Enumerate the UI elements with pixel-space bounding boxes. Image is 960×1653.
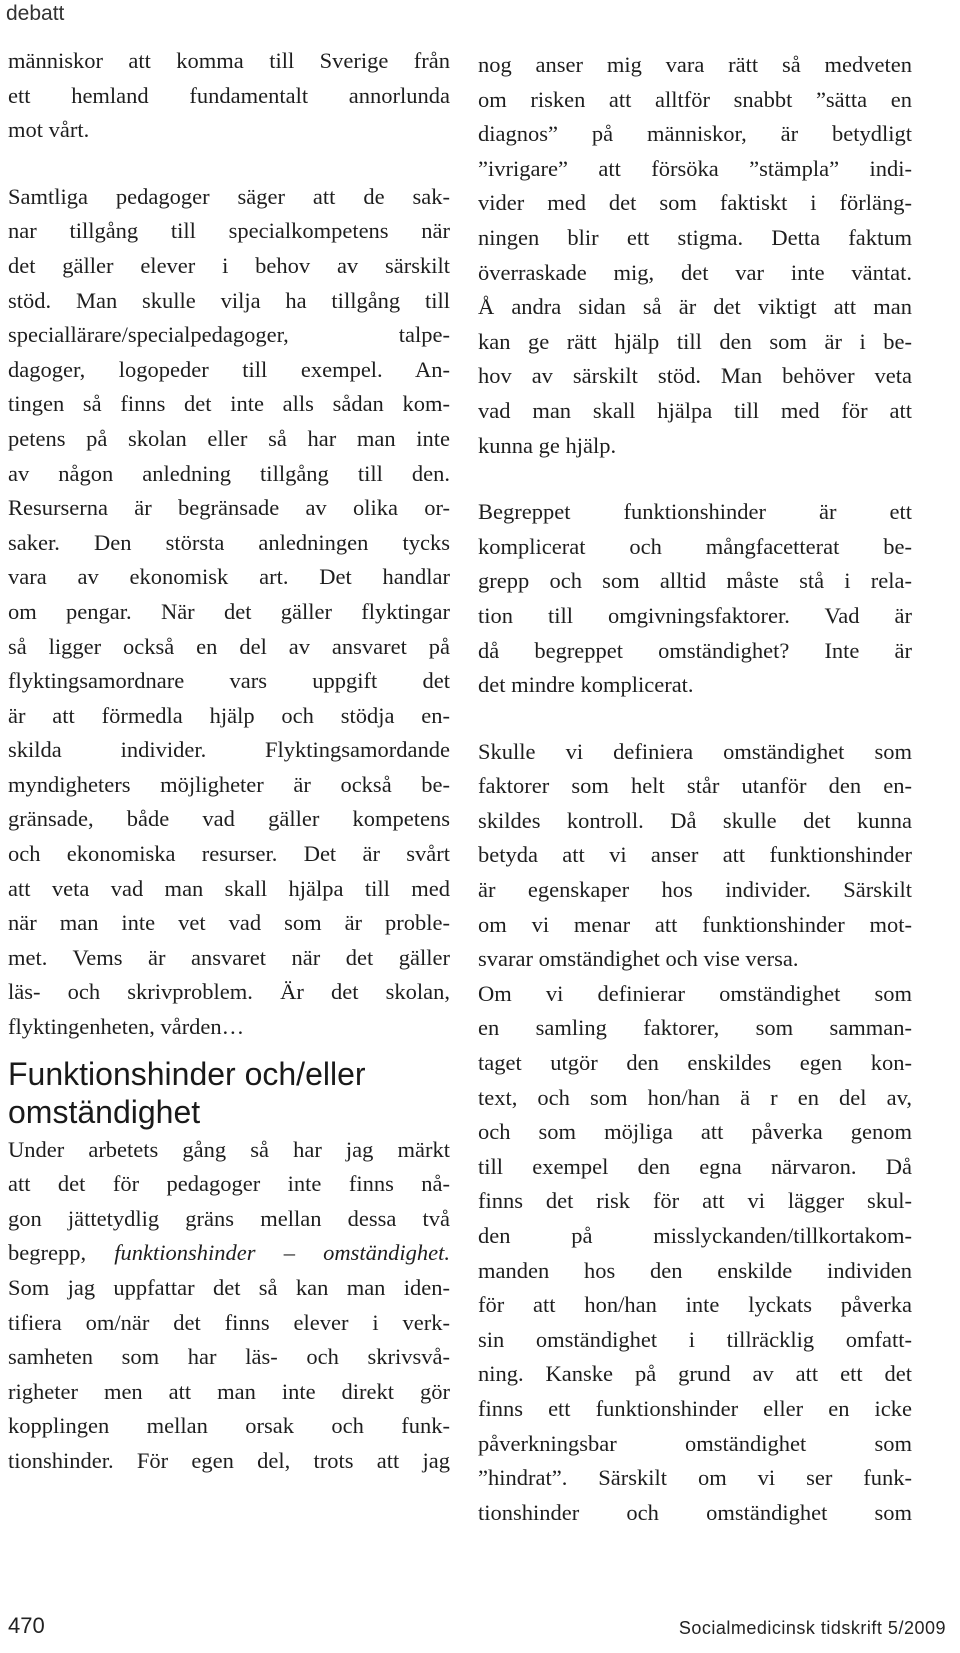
text-line: samheten som har läs- och skrivsvå- xyxy=(8,1344,450,1370)
text-line: kopplingen mellan orsak och funk- xyxy=(8,1413,450,1439)
text-line: den på misslyckanden/tillkortakom- xyxy=(478,1223,912,1248)
text-fragment: begrepp, xyxy=(8,1240,115,1266)
text-line: ett hemland fundamentalt annorlunda xyxy=(8,82,450,108)
text-line: mot vårt. xyxy=(8,117,90,143)
text-line: myndigheters möjligheter är också be- xyxy=(8,771,450,797)
text-line: en samling faktorer, som samman- xyxy=(478,1015,912,1041)
text-line: saker. Den största anledningen tycks xyxy=(8,529,450,555)
text-line: ningen blir ett stigma. Detta faktum xyxy=(478,224,912,250)
text-line: tionshinder. För egen del, trots att jag xyxy=(8,1447,450,1473)
text-line: och ekonomiska resurser. Det är svårt xyxy=(8,841,450,867)
text-line: righeter men att man inte direkt gör xyxy=(8,1378,450,1404)
text-line: nog anser mig vara rätt så medveten xyxy=(478,52,912,77)
text-line: överraskade mig, det var inte väntat. xyxy=(478,259,912,285)
text-line: så ligger också en del av ansvaret på xyxy=(8,633,450,659)
text-line: är att förmedla hjälp och stödja en- xyxy=(8,702,450,728)
text-line: då begreppet omständighet? Inte är xyxy=(478,637,912,663)
text-line: gon jättetydlig gräns mellan dessa två xyxy=(8,1205,450,1231)
text-line: läs- och skrivproblem. Är det skolan, xyxy=(8,979,450,1005)
text-line: komplicerat och mångfacetterat be- xyxy=(478,533,912,559)
text-line: och som möjliga att påverka genom xyxy=(478,1119,912,1145)
text-line xyxy=(8,1236,450,1271)
text-line: det mindre komplicerat. xyxy=(478,672,694,698)
paragraph xyxy=(478,48,912,463)
text-line: finns ett funktionshinder eller en icke xyxy=(478,1395,912,1421)
text-line: skildes kontroll. Då skulle det kunna xyxy=(478,807,912,833)
section-label: debatt xyxy=(6,2,65,25)
text-line: att veta vad man skall hjälpa till med xyxy=(8,875,450,901)
text-line: om risken att alltför snabbt ”sätta en xyxy=(478,86,912,112)
text-line: hov av särskilt stöd. Man behöver veta xyxy=(478,363,912,389)
text-line: Å andra sidan så är det viktigt att man xyxy=(478,294,912,320)
text-line: ning. Kanske på grund av att ett det xyxy=(478,1361,912,1387)
text-line: det gäller elever i behov av särskilt xyxy=(8,252,450,278)
paragraph xyxy=(478,977,912,1531)
right-column xyxy=(478,48,912,1530)
text-line: människor att komma till Sverige från xyxy=(8,48,450,73)
text-line: manden hos den enskilde individen xyxy=(478,1257,912,1283)
paragraph xyxy=(478,735,912,977)
page-number: 470 xyxy=(8,1613,45,1638)
text-line: gränsade, både vad gäller kompetens xyxy=(8,806,450,832)
text-line: påverkningsbar omständighet som xyxy=(478,1430,912,1456)
text-line: ”ivrigare” att försöka ”stämpla” indi- xyxy=(478,155,912,181)
text-line: om vi menar att funktionshinder mot- xyxy=(478,911,912,937)
text-line: flyktingsamordnare vars uppgift det xyxy=(8,668,450,694)
text-line: Om vi definierar omständighet som xyxy=(478,980,912,1006)
paragraph xyxy=(8,44,450,148)
text-line: kunna ge hjälp. xyxy=(478,432,617,458)
text-line: met. Vems är ansvaret när det gäller xyxy=(8,944,450,970)
italic-term: funktionshinder – omständighet. xyxy=(114,1240,450,1266)
text-line: om pengar. När det gäller flyktingar xyxy=(8,598,450,624)
text-line: Skulle vi definiera omständighet som xyxy=(478,738,912,764)
paragraph xyxy=(8,1133,450,1479)
journal-citation: Socialmedicinsk tidskrift 5/2009 xyxy=(678,1618,946,1638)
text-line: Som jag uppfattar det så kan man iden- xyxy=(8,1275,450,1300)
text-line: nar tillgång till specialkompetens när xyxy=(8,218,450,244)
text-line: skilda individer. Flyktingsamordande xyxy=(8,737,450,763)
text-line: Under arbetets gång så har jag märkt xyxy=(8,1136,450,1162)
text-line: Resurserna är begränsade av olika or- xyxy=(8,495,450,521)
text-line: petens på skolan eller så har man inte xyxy=(8,425,450,451)
text-line: är egenskaper hos individer. Särskilt xyxy=(478,877,912,903)
text-line: grepp och som alltid måste stå i rela- xyxy=(478,568,912,594)
text-line: taget utgör den enskildes egen kon- xyxy=(478,1050,912,1076)
text-line: vara av ekonomisk art. Det handlar xyxy=(8,564,450,590)
text-line: tionshinder och omständighet som xyxy=(478,1499,912,1525)
text-line: dagoger, logopeder till exempel. An- xyxy=(8,356,450,382)
text-line: vad man skall hjälpa till med för att xyxy=(478,397,912,423)
text-line: faktorer som helt står utanför den en- xyxy=(478,773,912,799)
text-line: svarar omständighet och vise versa. xyxy=(478,946,799,972)
text-line: att det för pedagoger inte finns nå- xyxy=(8,1171,450,1197)
text-line: text, och som hon/han ä r en del av, xyxy=(478,1084,912,1110)
text-line: finns det risk för att vi lägger skul- xyxy=(478,1188,912,1214)
text-line: för att hon/han inte lyckats påverka xyxy=(478,1292,912,1318)
text-line: stöd. Man skulle vilja ha tillgång till xyxy=(8,287,450,313)
section-heading xyxy=(8,1055,450,1131)
heading-line: Funktionshinder och/eller xyxy=(8,1055,366,1092)
paragraph xyxy=(8,180,450,1045)
text-line: flyktingenheten, vården… xyxy=(8,1014,245,1040)
text-line: till exempel den egna närvaron. Då xyxy=(478,1153,912,1179)
heading-line: omständighet xyxy=(8,1093,201,1130)
text-line: vider med det som faktiskt i förläng- xyxy=(478,190,912,216)
text-line: speciallärare/specialpedagoger, talpe- xyxy=(8,322,450,348)
text-line: tifiera om/när det finns elever i verk- xyxy=(8,1309,450,1335)
text-line: Samtliga pedagoger säger att de sak- xyxy=(8,183,450,209)
text-line: av någon anledning tillgång till den. xyxy=(8,460,450,486)
text-line: betyda att vi anser att funktionshinder xyxy=(478,842,912,868)
text-line: Begreppet funktionshinder är ett xyxy=(478,499,912,525)
text-line: tingen så finns det inte alls sådan kom- xyxy=(8,391,450,417)
text-line: tion till omgivningsfaktorer. Vad är xyxy=(478,602,912,628)
text-line: ”hindrat”. Särskilt om vi ser funk- xyxy=(478,1465,912,1491)
paragraph xyxy=(478,495,912,703)
text-line: kan ge rätt hjälp till den som är i be- xyxy=(478,328,912,354)
left-column xyxy=(8,44,450,1479)
text-line: diagnos” på människor, är betydligt xyxy=(478,121,912,147)
text-line: sin omständighet i tillräcklig omfatt- xyxy=(478,1326,912,1352)
text-line: när man inte vet vad som är proble- xyxy=(8,910,450,936)
